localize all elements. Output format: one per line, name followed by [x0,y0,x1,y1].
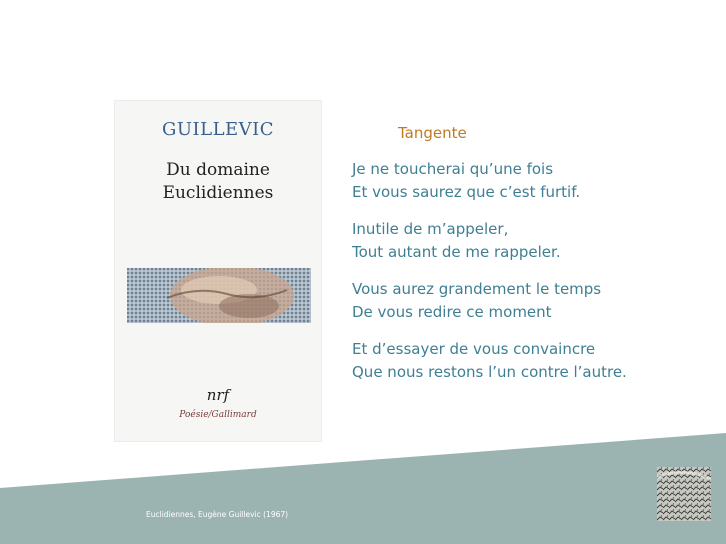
poem-line: Et vous saurez que c’est furtif. [352,183,581,201]
footer-caption: Euclidiennes, Eugène Guillevic (1967) [146,510,289,519]
cover-publisher-logo: nrf [206,386,230,404]
poem-stanza-4 [352,338,627,384]
poem-line: Que nous restons l’un contre l’autre. [352,363,627,381]
footer-band-shape [0,433,726,544]
poem-title: Tangente [398,124,467,142]
cover-portrait-image [127,268,311,323]
cover-author: GUILLEVIC [161,119,275,140]
poem-line: Vous aurez grandement le temps [352,280,602,298]
cover-title [115,159,321,205]
poem-stanza-3 [352,278,601,324]
poem-line: Tout autant de me rappeler. [352,243,561,261]
cover-collection: Poésie/Gallimard [179,410,257,420]
poem-stanza-1 [352,158,580,204]
poem-line: De vous redire ce moment [352,303,552,321]
poem-line: Inutile de m’appeler, [352,220,509,238]
book-cover [115,101,321,441]
poem-stanza-2 [352,218,561,264]
poem-line: Je ne toucherai qu’une fois [352,160,554,178]
cover-title-line2: Euclidiennes [162,183,274,203]
poem-line: Et d’essayer de vous convaincre [352,340,596,358]
footer-texture-image [657,467,711,521]
cover-title-line1: Du domaine [166,160,270,180]
